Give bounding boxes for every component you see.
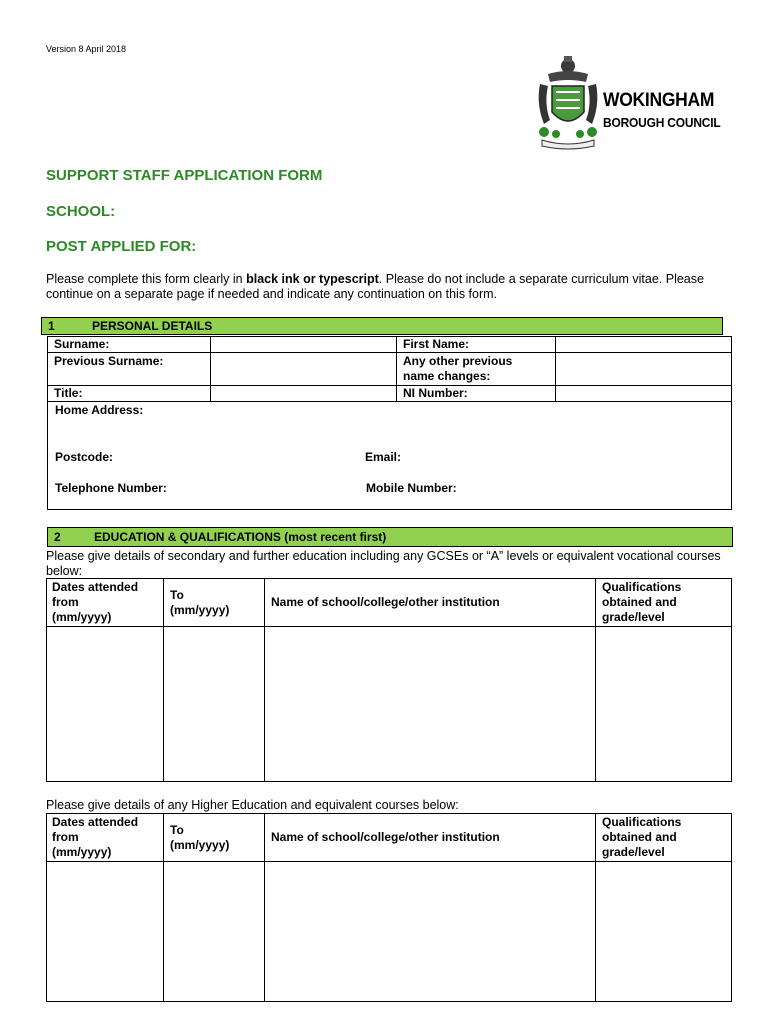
- logo-wordmark: WOKINGHAM: [603, 90, 715, 111]
- col-qualifications-line2: obtained and: [602, 595, 677, 609]
- surname-field[interactable]: [211, 337, 397, 353]
- col-qualifications-line2: obtained and: [602, 830, 677, 844]
- intro-text: [46, 272, 736, 302]
- intro-post: . Please do not include a separate curriculum vitae. Please continue on a separate page if needed and indicate any continuation on this form.: [46, 272, 704, 301]
- higher-institution-field[interactable]: [265, 862, 596, 1002]
- form-title: SUPPORT STAFF APPLICATION FORM: [46, 167, 323, 184]
- col-dates-from-line2: from: [52, 595, 79, 609]
- col-dates-from: [47, 579, 164, 627]
- col-institution: Name of school/college/other institution: [265, 814, 596, 862]
- other-names-line1: Any other previous: [403, 354, 513, 368]
- personal-details-table: [47, 336, 732, 510]
- email-label: Email:: [365, 450, 402, 464]
- logo-subtitle: BOROUGH COUNCIL: [603, 115, 721, 130]
- secondary-institution-field[interactable]: [265, 627, 596, 782]
- intro-bold: black ink or typescript: [246, 272, 379, 286]
- higher-education-intro: Please give details of any Higher Education and equivalent courses below:: [46, 798, 459, 812]
- previous-surname-label: Previous Surname:: [48, 353, 211, 386]
- col-dates-to-line2: (mm/yyyy): [170, 837, 230, 852]
- telephone-label: Telephone Number:: [55, 481, 167, 495]
- school-label: SCHOOL:: [46, 203, 116, 220]
- home-address-label: Home Address:: [55, 403, 144, 417]
- col-dates-from-line2: from: [52, 830, 79, 844]
- first-name-label: First Name:: [397, 337, 556, 353]
- ni-number-field[interactable]: [556, 386, 732, 402]
- col-qualifications: [596, 814, 732, 862]
- version-text: Version 8 April 2018: [46, 44, 127, 54]
- intro-pre: Please complete this form clearly in: [46, 272, 247, 286]
- col-dates-from-line1: Dates attended: [52, 580, 139, 594]
- mobile-label: Mobile Number:: [366, 481, 457, 495]
- col-qualifications-line1: Qualifications: [602, 815, 682, 829]
- contact-details-cell[interactable]: [48, 402, 732, 510]
- secondary-education-table: [46, 578, 732, 782]
- section-number: 2: [54, 530, 61, 544]
- higher-to-field[interactable]: [164, 862, 265, 1002]
- higher-education-table: [46, 813, 732, 1002]
- secondary-from-field[interactable]: [47, 627, 164, 782]
- col-dates-from-line3: (mm/yyyy): [52, 845, 112, 859]
- col-dates-from: [47, 814, 164, 862]
- col-qualifications-line1: Qualifications: [602, 580, 682, 594]
- col-dates-from-line3: (mm/yyyy): [52, 610, 112, 624]
- col-qualifications-line3: grade/level: [602, 845, 665, 859]
- col-institution: Name of school/college/other institution: [265, 579, 596, 627]
- section-title: PERSONAL DETAILS: [92, 319, 213, 333]
- higher-qualifications-field[interactable]: [596, 862, 732, 1002]
- postcode-label: Postcode:: [55, 450, 114, 464]
- ni-number-label: NI Number:: [397, 386, 556, 402]
- title-field[interactable]: [211, 386, 397, 402]
- title-label: Title:: [48, 386, 211, 402]
- col-dates-to: [164, 814, 265, 862]
- col-dates-to: [164, 579, 265, 627]
- secondary-to-field[interactable]: [164, 627, 265, 782]
- secondary-qualifications-field[interactable]: [596, 627, 732, 782]
- section-number: 1: [48, 319, 55, 333]
- col-dates-to-line2: (mm/yyyy): [170, 602, 230, 617]
- first-name-field[interactable]: [556, 337, 732, 353]
- section-personal-details-header: [41, 317, 723, 335]
- surname-label: Surname:: [48, 337, 211, 353]
- section-title: EDUCATION & QUALIFICATIONS (most recent first): [94, 530, 387, 544]
- col-qualifications: [596, 579, 732, 627]
- col-dates-to-line1: To: [170, 587, 184, 602]
- secondary-education-intro: Please give details of secondary and further education including any GCSEs or “A” levels or equivalent vocational courses below:: [46, 549, 721, 578]
- col-dates-from-line1: Dates attended: [52, 815, 139, 829]
- other-names-line2: name changes:: [403, 369, 491, 383]
- col-qualifications-line3: grade/level: [602, 610, 665, 624]
- council-crest-icon: [534, 54, 602, 150]
- higher-from-field[interactable]: [47, 862, 164, 1002]
- section-education-header: [47, 527, 733, 547]
- post-applied-label: POST APPLIED FOR:: [46, 238, 197, 255]
- other-names-field[interactable]: [556, 353, 732, 386]
- other-names-label: [397, 353, 556, 386]
- col-dates-to-line1: To: [170, 822, 184, 837]
- previous-surname-field[interactable]: [211, 353, 397, 386]
